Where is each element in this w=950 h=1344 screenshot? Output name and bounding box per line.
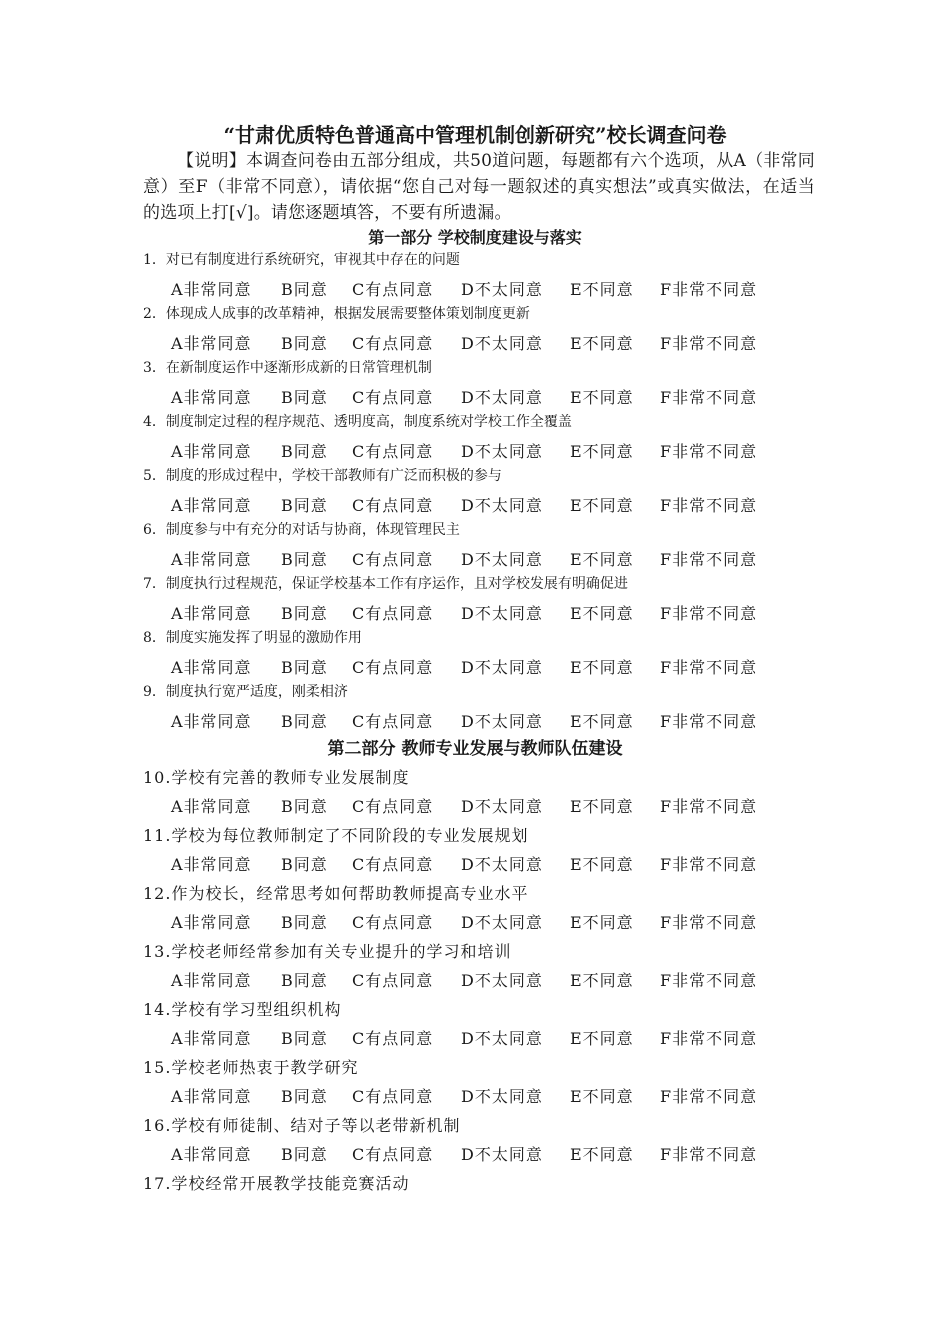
option-a[interactable]: A非常同意 — [171, 334, 252, 353]
question-2: 2．体现成人成事的改革精神，根据发展需要整体策划制度更新 — [143, 306, 530, 322]
options-row-q15 — [171, 1085, 811, 1109]
option-b[interactable]: B同意 — [281, 712, 328, 731]
option-e[interactable]: E不同意 — [570, 855, 634, 874]
option-e[interactable]: E不同意 — [570, 658, 634, 677]
options-row-q7 — [171, 602, 811, 626]
option-c[interactable]: C有点同意 — [352, 1145, 434, 1164]
option-f[interactable]: F非常不同意 — [660, 442, 758, 461]
question-16: 16.学校有师徒制、结对子等以老带新机制 — [143, 1116, 461, 1135]
option-f[interactable]: F非常不同意 — [660, 658, 758, 677]
option-b[interactable]: B同意 — [281, 1087, 328, 1106]
option-c[interactable]: C有点同意 — [352, 658, 434, 677]
question-4: 4．制度制定过程的程序规范、透明度高，制度系统对学校工作全覆盖 — [143, 414, 572, 430]
option-e[interactable]: E不同意 — [570, 797, 634, 816]
question-6: 6．制度参与中有充分的对话与协商，体现管理民主 — [143, 522, 460, 538]
option-b[interactable]: B同意 — [281, 280, 328, 299]
options-row-q4 — [171, 440, 811, 464]
options-row-q2 — [171, 332, 811, 356]
options-row-q3 — [171, 386, 811, 410]
option-d[interactable]: D不太同意 — [461, 604, 543, 623]
question-5: 5．制度的形成过程中，学校干部教师有广泛而积极的参与 — [143, 468, 502, 484]
option-a[interactable]: A非常同意 — [171, 971, 252, 990]
option-a[interactable]: A非常同意 — [171, 1145, 252, 1164]
option-c[interactable]: C有点同意 — [352, 1029, 434, 1048]
options-row-q6 — [171, 548, 811, 572]
option-d[interactable]: D不太同意 — [461, 1145, 543, 1164]
question-14: 14.学校有学习型组织机构 — [143, 1000, 342, 1019]
option-a[interactable]: A非常同意 — [171, 280, 252, 299]
option-d[interactable]: D不太同意 — [461, 388, 543, 407]
option-b[interactable]: B同意 — [281, 442, 328, 461]
option-a[interactable]: A非常同意 — [171, 604, 252, 623]
option-e[interactable]: E不同意 — [570, 280, 634, 299]
question-3: 3．在新制度运作中逐渐形成新的日常管理机制 — [143, 360, 432, 376]
section-title-part-1: 第一部分 学校制度建设与落实 — [368, 228, 582, 247]
option-f[interactable]: F非常不同意 — [660, 1145, 758, 1164]
options-row-q11 — [171, 853, 811, 877]
page-title: “甘肃优质特色普通高中管理机制创新研究”校长调查问卷 — [223, 123, 727, 147]
option-f[interactable]: F非常不同意 — [660, 971, 758, 990]
option-e[interactable]: E不同意 — [570, 1029, 634, 1048]
section-title-part-2: 第二部分 教师专业发展与教师队伍建设 — [327, 739, 623, 759]
options-row-q14 — [171, 1027, 811, 1051]
option-f[interactable]: F非常不同意 — [660, 797, 758, 816]
question-1: 1．对已有制度进行系统研究，审视其中存在的问题 — [143, 252, 460, 268]
option-b[interactable]: B同意 — [281, 550, 328, 569]
option-d[interactable]: D不太同意 — [461, 280, 543, 299]
option-c[interactable]: C有点同意 — [352, 334, 434, 353]
options-row-q10 — [171, 795, 811, 819]
question-9: 9．制度执行宽严适度，刚柔相济 — [143, 684, 348, 700]
question-7: 7．制度执行过程规范，保证学校基本工作有序运作，且对学校发展有明确促进 — [143, 576, 628, 592]
option-c[interactable]: C有点同意 — [352, 797, 434, 816]
option-f[interactable]: F非常不同意 — [660, 855, 758, 874]
option-d[interactable]: D不太同意 — [461, 797, 543, 816]
option-f[interactable]: F非常不同意 — [660, 913, 758, 932]
option-e[interactable]: E不同意 — [570, 1145, 634, 1164]
option-d[interactable]: D不太同意 — [461, 712, 543, 731]
options-row-q8 — [171, 656, 811, 680]
option-e[interactable]: E不同意 — [570, 913, 634, 932]
option-a[interactable]: A非常同意 — [171, 442, 252, 461]
option-b[interactable]: B同意 — [281, 388, 328, 407]
instructions-paragraph: 【说明】本调查问卷由五部分组成，共50道问题，每题都有六个选项，从A（非常同意）至F（非常不同意），请依据“您自己对每一题叙述的真实想法”或真实做法，在适当的选项上打[√]。请您逐题填答，不要有所遗漏。 — [143, 151, 815, 223]
option-c[interactable]: C有点同意 — [352, 971, 434, 990]
option-c[interactable]: C有点同意 — [352, 496, 434, 515]
option-d[interactable]: D不太同意 — [461, 442, 543, 461]
option-a[interactable]: A非常同意 — [171, 658, 252, 677]
question-8: 8．制度实施发挥了明显的激励作用 — [143, 630, 362, 646]
options-row-q5 — [171, 494, 811, 518]
option-b[interactable]: B同意 — [281, 496, 328, 515]
option-b[interactable]: B同意 — [281, 1029, 328, 1048]
question-13: 13.学校老师经常参加有关专业提升的学习和培训 — [143, 942, 512, 961]
option-b[interactable]: B同意 — [281, 658, 328, 677]
option-c[interactable]: C有点同意 — [352, 442, 434, 461]
options-row-q12 — [171, 911, 811, 935]
option-b[interactable]: B同意 — [281, 971, 328, 990]
option-e[interactable]: E不同意 — [570, 334, 634, 353]
option-c[interactable]: C有点同意 — [352, 913, 434, 932]
options-row-q13 — [171, 969, 811, 993]
option-c[interactable]: C有点同意 — [352, 604, 434, 623]
option-d[interactable]: D不太同意 — [461, 913, 543, 932]
option-a[interactable]: A非常同意 — [171, 913, 252, 932]
option-e[interactable]: E不同意 — [570, 971, 634, 990]
option-c[interactable]: C有点同意 — [352, 280, 434, 299]
option-a[interactable]: A非常同意 — [171, 550, 252, 569]
option-d[interactable]: D不太同意 — [461, 658, 543, 677]
option-e[interactable]: E不同意 — [570, 496, 634, 515]
option-f[interactable]: F非常不同意 — [660, 334, 758, 353]
option-d[interactable]: D不太同意 — [461, 334, 543, 353]
option-e[interactable]: E不同意 — [570, 388, 634, 407]
option-f[interactable]: F非常不同意 — [660, 496, 758, 515]
question-12: 12.作为校长，经常思考如何帮助教师提高专业水平 — [143, 884, 529, 903]
option-c[interactable]: C有点同意 — [352, 1087, 434, 1106]
options-row-q16 — [171, 1143, 811, 1167]
option-a[interactable]: A非常同意 — [171, 388, 252, 407]
option-b[interactable]: B同意 — [281, 604, 328, 623]
question-15: 15.学校老师热衷于教学研究 — [143, 1058, 359, 1077]
option-e[interactable]: E不同意 — [570, 604, 634, 623]
option-e[interactable]: E不同意 — [570, 442, 634, 461]
option-a[interactable]: A非常同意 — [171, 797, 252, 816]
option-c[interactable]: C有点同意 — [352, 855, 434, 874]
option-f[interactable]: F非常不同意 — [660, 388, 758, 407]
option-c[interactable]: C有点同意 — [352, 388, 434, 407]
option-f[interactable]: F非常不同意 — [660, 1029, 758, 1048]
option-a[interactable]: A非常同意 — [171, 496, 252, 515]
question-17: 17.学校经常开展教学技能竞赛活动 — [143, 1174, 410, 1193]
option-f[interactable]: F非常不同意 — [660, 550, 758, 569]
option-f[interactable]: F非常不同意 — [660, 712, 758, 731]
option-b[interactable]: B同意 — [281, 797, 328, 816]
options-row-q9 — [171, 710, 811, 734]
option-b[interactable]: B同意 — [281, 855, 328, 874]
question-10: 10.学校有完善的教师专业发展制度 — [143, 768, 410, 787]
option-e[interactable]: E不同意 — [570, 550, 634, 569]
option-a[interactable]: A非常同意 — [171, 1087, 252, 1106]
option-a[interactable]: A非常同意 — [171, 1029, 252, 1048]
option-d[interactable]: D不太同意 — [461, 550, 543, 569]
option-e[interactable]: E不同意 — [570, 712, 634, 731]
option-d[interactable]: D不太同意 — [461, 496, 543, 515]
option-d[interactable]: D不太同意 — [461, 1087, 543, 1106]
option-c[interactable]: C有点同意 — [352, 712, 434, 731]
option-f[interactable]: F非常不同意 — [660, 280, 758, 299]
question-11: 11.学校为每位教师制定了不同阶段的专业发展规划 — [143, 826, 529, 845]
options-row-q1 — [171, 278, 811, 302]
option-d[interactable]: D不太同意 — [461, 1029, 543, 1048]
option-a[interactable]: A非常同意 — [171, 712, 252, 731]
option-f[interactable]: F非常不同意 — [660, 1087, 758, 1106]
option-f[interactable]: F非常不同意 — [660, 604, 758, 623]
option-d[interactable]: D不太同意 — [461, 855, 543, 874]
option-a[interactable]: A非常同意 — [171, 855, 252, 874]
option-b[interactable]: B同意 — [281, 913, 328, 932]
option-d[interactable]: D不太同意 — [461, 971, 543, 990]
option-c[interactable]: C有点同意 — [352, 550, 434, 569]
option-b[interactable]: B同意 — [281, 1145, 328, 1164]
option-b[interactable]: B同意 — [281, 334, 328, 353]
option-e[interactable]: E不同意 — [570, 1087, 634, 1106]
